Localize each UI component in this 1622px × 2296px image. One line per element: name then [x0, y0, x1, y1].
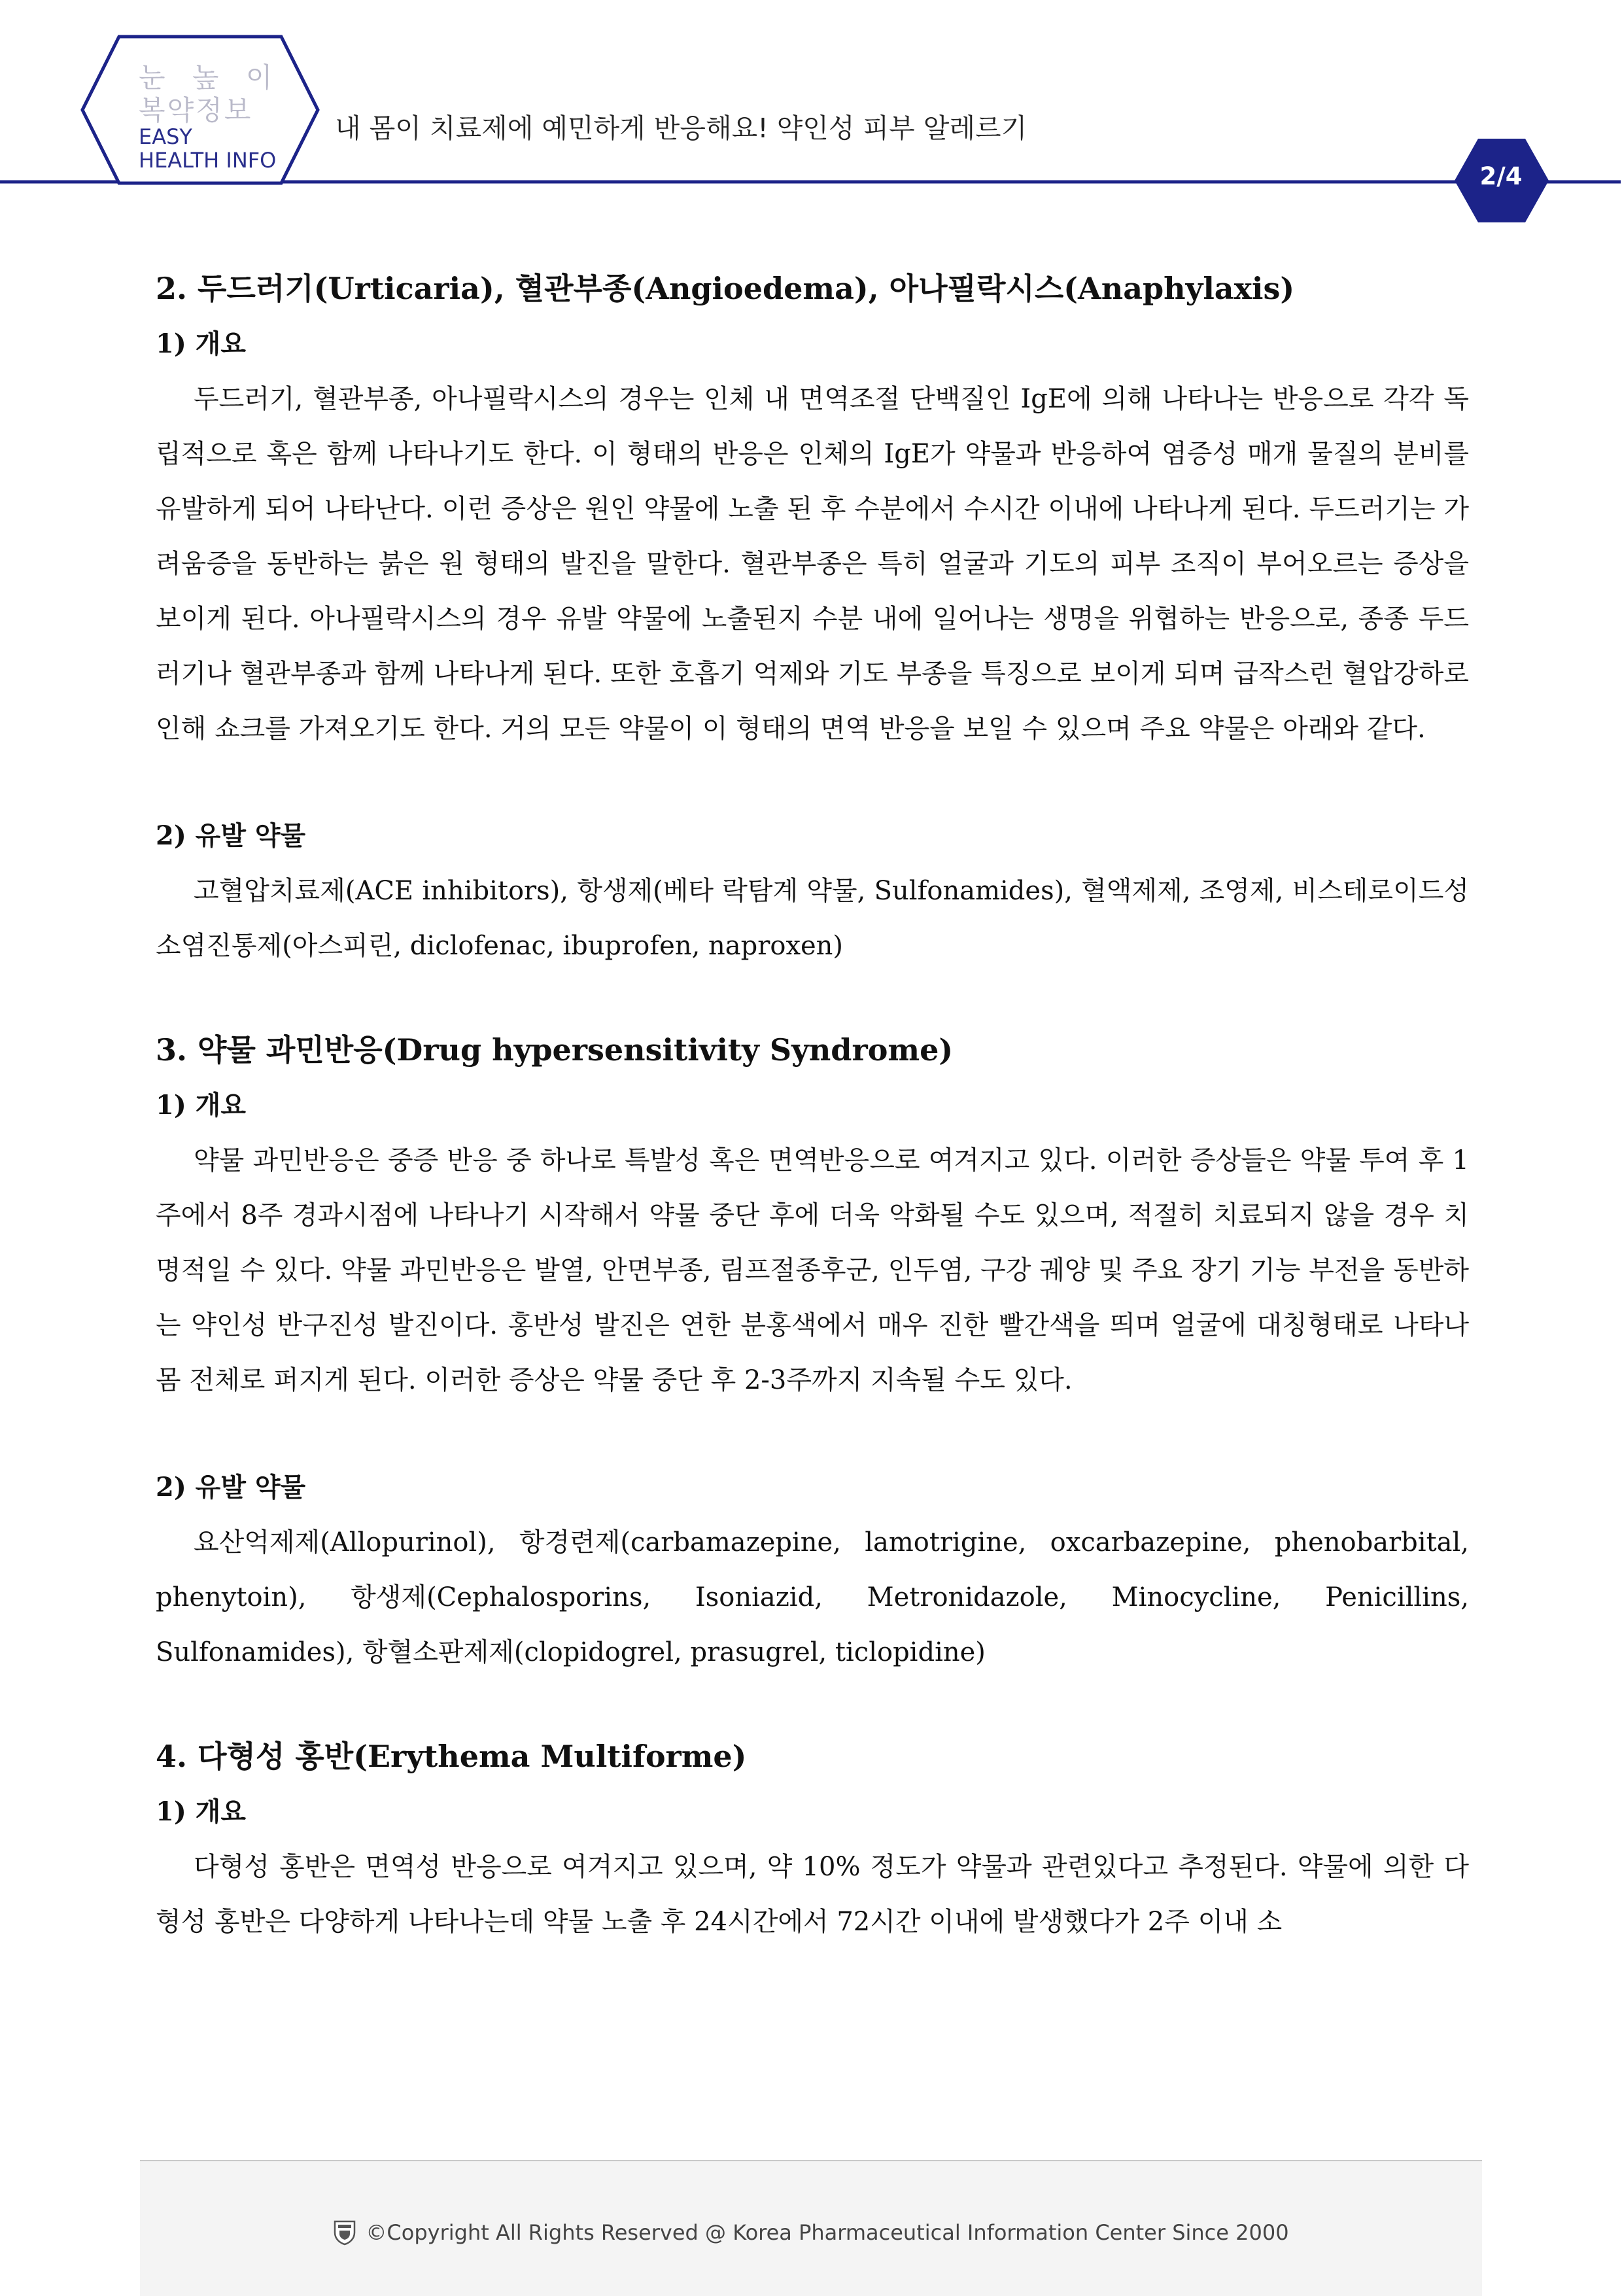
section-title: 3. 약물 과민반응(Drug hypersensitivity Syndrome) — [156, 1032, 954, 1068]
logo-text-english-line2: HEALTH INFO — [139, 148, 277, 173]
footer-copyright-row — [140, 2219, 1482, 2246]
shield-emblem-icon — [333, 2219, 356, 2246]
logo-text-korean-line1: 눈 높 이 — [139, 61, 282, 94]
logo-text-english-line1: EASY — [139, 124, 192, 149]
overview-paragraph: 다형성 홍반은 면역성 반응으로 여겨지고 있으며, 약 10% 정도가 약물과 관련있다고 추정된다. 약물에 의한 다형성 홍반은 다양하게 나타나는데 약물 노출 후 24시간에서 72시간 이내에 발생했다가 2주 이내 소 — [156, 1852, 1469, 1937]
overview-heading: 1) 개요 — [156, 1796, 246, 1827]
footer-copyright-text: ©Copyright All Rights Reserved @ Korea Pharmaceutical Information Center Since 2000 — [366, 2220, 1289, 2245]
section-urticaria — [156, 260, 1469, 973]
section-title: 2. 두드러기(Urticaria), 혈관부종(Angioedema), 아나필락시스(Anaphylaxis) — [156, 271, 1295, 306]
overview-heading: 1) 개요 — [156, 1090, 246, 1121]
page-header — [0, 0, 1622, 222]
overview-heading: 1) 개요 — [156, 328, 246, 359]
section-drug-hypersensitivity — [156, 1022, 1469, 1680]
drugs-heading: 2) 유발 약물 — [156, 1472, 306, 1503]
section-erythema-multiforme — [156, 1728, 1469, 1949]
document-body — [156, 260, 1469, 1949]
drugs-paragraph: 고혈압치료제(ACE inhibitors), 항생제(베타 락탐계 약물, Sulfonamides), 혈액제제, 조영제, 비스테로이드성 소염진통제(아스피린, diclofenac, ibuprofen, naproxen) — [156, 876, 1469, 961]
section-title: 4. 다형성 홍반(Erythema Multiforme) — [156, 1739, 747, 1774]
overview-paragraph: 두드러기, 혈관부종, 아나필락시스의 경우는 인체 내 면역조절 단백질인 IgE에 의해 나타나는 반응으로 각각 독립적으로 혹은 함께 나타나기도 한다. 이 형태의 반응은 인체의 IgE가 약물과 반응하여 염증성 매개 물질의 분비를 유발하게 되어 나타난다. 이런 증상은 원인 약물에 노출 된 후 수분에서 수시간 이내에 나타나게 된다. 두드러기는 가려움증을 동반하는 붉은 원 형태의 발진을 말한다. 혈관부종은 특히 얼굴과 기도의 피부 조직이 부어오르는 증상을 보이게 된다. 아나필락시스의 경우 유발 약물에 노출된지 수분 내에 일어나는 생명을 위협하는 반응으로, 종종 두드러기나 혈관부종과 함께 나타나게 된다. 또한 호흡기 억제와 기도 부종을 특징으로 보이게 되며 급작스런 혈압강하로 인해 쇼크를 가져오기도 한다. 거의 모든 약물이 이 형태의 면역 반응을 보일 수 있으며 주요 약물은 아래와 같다. — [156, 384, 1469, 744]
drugs-paragraph: 요산억제제(Allopurinol), 항경련제(carbamazepine, lamotrigine, oxcarbazepine, phenobarbital, phenytoin), 항생제(Cephalosporins, Isoniazid, Metronidazole, Minocycline, Penicillins, Sulfonamides), 항혈소판제제(clopidogrel, prasugrel, ticlopidine) — [156, 1527, 1469, 1667]
logo-text-korean-line2: 복약정보 — [139, 94, 253, 126]
overview-paragraph: 약물 과민반응은 중증 반응 중 하나로 특발성 혹은 면역반응으로 여겨지고 있다. 이러한 증상들은 약물 투여 후 1주에서 8주 경과시점에 나타나기 시작해서 약물 중단 후에 더욱 악화될 수도 있으며, 적절히 치료되지 않을 경우 치명적일 수 있다. 약물 과민반응은 발열, 안면부종, 림프절종후군, 인두염, 구강 궤양 및 주요 장기 기능 부전을 동반하는 약인성 반구진성 발진이다. 홍반성 발진은 연한 분홍색에서 매우 진한 빨간색을 띄며 얼굴에 대칭형태로 나타나 몸 전체로 퍼지게 된다. 이러한 증상은 약물 중단 후 2-3주까지 지속될 수도 있다. — [156, 1145, 1469, 1395]
page-indicator: 2/4 — [1479, 162, 1523, 190]
page-footer — [140, 2160, 1482, 2296]
drugs-heading: 2) 유발 약물 — [156, 820, 306, 851]
document-title: 내 몸이 치료제에 예민하게 반응해요! 약인성 피부 알레르기 — [335, 113, 1027, 144]
